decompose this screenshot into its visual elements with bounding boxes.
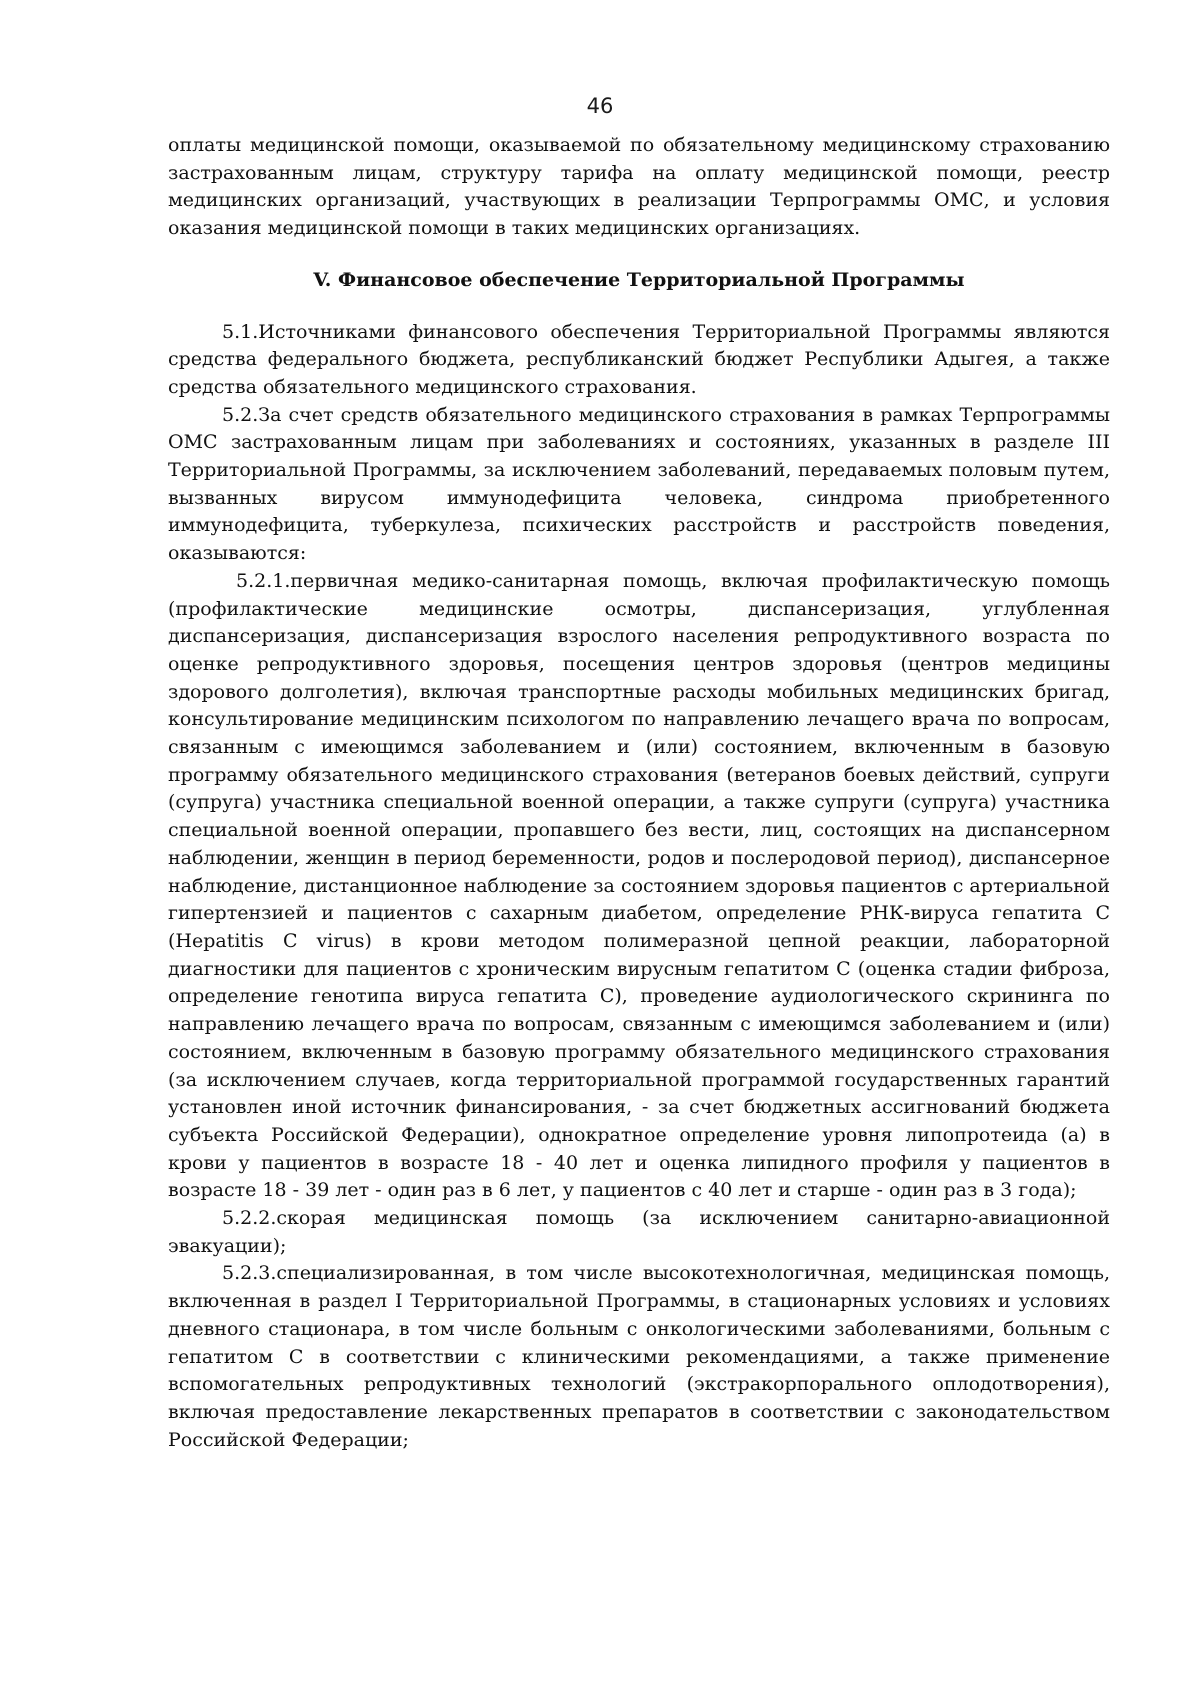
page-content <box>168 132 1110 1454</box>
paragraph-5-2-2: 5.2.2.скорая медицинская помощь (за исключением санитарно-авиационной эвакуации); <box>168 1207 1110 1257</box>
paragraph-5-2: 5.2.За счет средств обязательного медицинского страхования в рамках Терпрограммы ОМС застрахованным лицам при заболеваниях и состояниях, указанных в разделе III Территориальной Программы, за исключением заболеваний, передаваемых половым путем, вызванных вирусом иммунодефицита человека, синдрома приобретенного иммунодефицита, туберкулеза, психических расстройств и расстройств поведения, оказываются: <box>168 403 1110 565</box>
page-number: 46 <box>586 94 614 118</box>
continuation-paragraph: оплаты медицинской помощи, оказываемой по обязательному медицинскому страхованию застрахованным лицам, структуру тарифа на оплату медицинской помощи, реестр медицинских организаций, участвующих в реализации Терпрограммы ОМС, и условия оказания медицинской помощи в таких медицинских организациях. <box>168 134 1110 240</box>
section-heading: V. Финансовое обеспечение Территориальной Программы <box>313 268 965 291</box>
paragraph-5-2-1: 5.2.1.первичная медико-санитарная помощь, включая профилактическую помощь (профилактические медицинские осмотры, диспансеризация, углубленная диспансеризация, диспансеризация взрослого населения репродуктивного возраста по оценке репродуктивного здоровья, посещения центров здоровья (центров медицины здорового долголетия), включая транспортные расходы мобильных медицинских бригад, консультирование медицинским психологом по направлению лечащего врача по вопросам, связанным с имеющимся заболеванием и (или) состоянием, включенным в базовую программу обязательного медицинского страхования (ветеранов боевых действий, супруги (супруга) участника специальной военной операции, а также супруги (супруга) участника специальной военной операции, пропавшего без вести, лиц, состоящих на диспансерном наблюдении, женщин в период беременности, родов и послеродовой период), диспансерное наблюдение, дистанционное наблюдение за состоянием здоровья пациентов с артериальной гипертензией и пациентов с сахарным диабетом, определение РНК-вируса гепатита С (Hepatitis C virus) в крови методом полимеразной цепной реакции, лабораторной диагностики для пациентов с хроническим вирусным гепатитом С (оценка стадии фиброза, определение генотипа вируса гепатита С), проведение аудиологического скрининга по направлению лечащего врача по вопросам, связанным с имеющимся заболеванием и (или) состоянием, включенным в базовую программу обязательного медицинского страхования (за исключением случаев, когда территориальной программой государственных гарантий установлен иной источник финансирования, - за счет бюджетных ассигнований бюджета субъекта Российской Федерации), однократное определение уровня липопротеида (а) в крови у пациентов в возрасте 18 - 40 лет и оценка липидного профиля у пациентов в возрасте 18 - 39 лет - один раз в 6 лет, у пациентов с 40 лет и старше - один раз в 3 года); <box>168 569 1110 1202</box>
paragraph-5-1: 5.1.Источниками финансового обеспечения Территориальной Программы являются средства федерального бюджета, республиканский бюджет Республики Адыгея, а также средства обязательного медицинского страхования. <box>168 320 1110 398</box>
paragraph-5-2-3: 5.2.3.специализированная, в том числе высокотехнологичная, медицинская помощь, включенная в раздел I Территориальной Программы, в стационарных условиях и условиях дневного стационара, в том числе больным с онкологическими заболеваниями, больным с гепатитом С в соответствии с клиническими рекомендациями, а также применение вспомогательных репродуктивных технологий (экстракорпорального оплодотворения), включая предоставление лекарственных препаратов в соответствии с законодательством Российской Федерации; <box>168 1262 1110 1451</box>
